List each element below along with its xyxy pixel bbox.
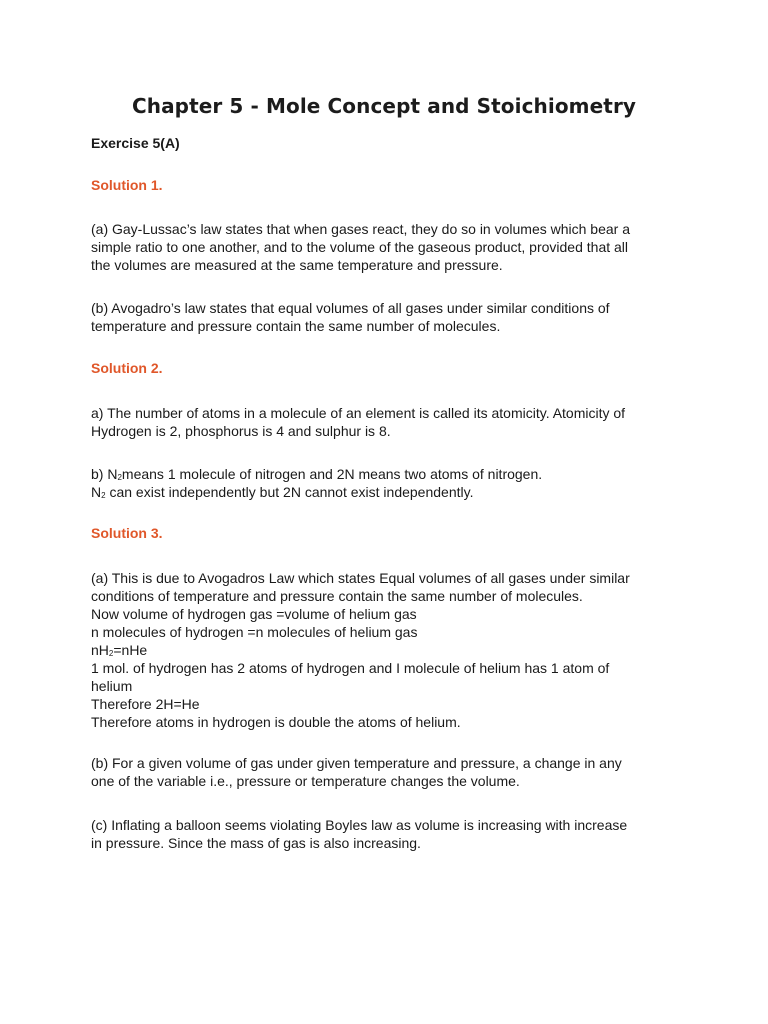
text-line: simple ratio to one another, and to the volume of the gaseous product, provided that all — [91, 239, 629, 255]
text-line: (a) Gay-Lussac’s law states that when gases react, they do so in volumes which bear a — [91, 221, 631, 237]
solution-2-part-b — [91, 465, 675, 501]
text-run: =nHe — [113, 642, 148, 658]
text-line: temperature and pressure contain the same number of molecules. — [91, 318, 501, 334]
text-line — [91, 641, 675, 659]
text-line — [91, 483, 675, 501]
text-line: conditions of temperature and pressure contain the same number of molecules. — [91, 588, 583, 604]
solution-3-part-c — [91, 816, 675, 852]
text-line: 1 mol. of hydrogen has 2 atoms of hydrogen and I molecule of helium has 1 atom of — [91, 660, 610, 676]
solution-1-part-a — [91, 220, 675, 274]
text-line — [91, 465, 675, 483]
text-line: Now volume of hydrogen gas =volume of helium gas — [91, 606, 417, 622]
text-line: (a) This is due to Avogadros Law which states Equal volumes of all gases under similar — [91, 570, 630, 586]
subscript: 2 — [101, 491, 106, 500]
solution-2-part-a — [91, 404, 675, 440]
text-line: in pressure. Since the mass of gas is also increasing. — [91, 835, 421, 851]
text-line: a) The number of atoms in a molecule of an element is called its atomicity. Atomicity of — [91, 405, 626, 421]
text-line: one of the variable i.e., pressure or temperature changes the volume. — [91, 773, 520, 789]
subscript: 2 — [117, 473, 122, 482]
text-line: (b) For a given volume of gas under given temperature and pressure, a change in any — [91, 755, 622, 771]
text-line: helium — [91, 678, 133, 694]
text-run: N — [91, 484, 102, 500]
text-line: Therefore atoms in hydrogen is double the atoms of helium. — [91, 714, 461, 730]
solution-3-heading: Solution 3. — [91, 525, 163, 541]
text-line: the volumes are measured at the same temperature and pressure. — [91, 257, 503, 273]
text-run: b) N — [91, 466, 118, 482]
subscript: 2 — [108, 649, 114, 658]
text-line: Therefore 2H=He — [91, 696, 200, 712]
solution-1-heading: Solution 1. — [91, 177, 163, 193]
text-line: Hydrogen is 2, phosphorus is 4 and sulphur is 8. — [91, 423, 391, 439]
page-title: Chapter 5 - Mole Concept and Stoichiometry — [131, 94, 637, 118]
solution-3-part-a — [91, 569, 675, 731]
text-line: (c) Inflating a balloon seems violating Boyles law as volume is increasing with increase — [91, 817, 628, 833]
solution-2-heading: Solution 2. — [91, 360, 163, 376]
text-line: n molecules of hydrogen =n molecules of helium gas — [91, 624, 418, 640]
text-run: can exist independently but 2N cannot exist independently. — [105, 484, 474, 500]
text-run: means 1 molecule of nitrogen and 2N means two atoms of nitrogen. — [121, 466, 543, 482]
exercise-heading: Exercise 5(A) — [91, 135, 180, 151]
text-run: nH — [91, 642, 109, 658]
solution-1-part-b — [91, 299, 675, 335]
solution-3-part-b — [91, 754, 675, 790]
text-line: (b) Avogadro’s law states that equal volumes of all gases under similar conditions of — [91, 300, 610, 316]
